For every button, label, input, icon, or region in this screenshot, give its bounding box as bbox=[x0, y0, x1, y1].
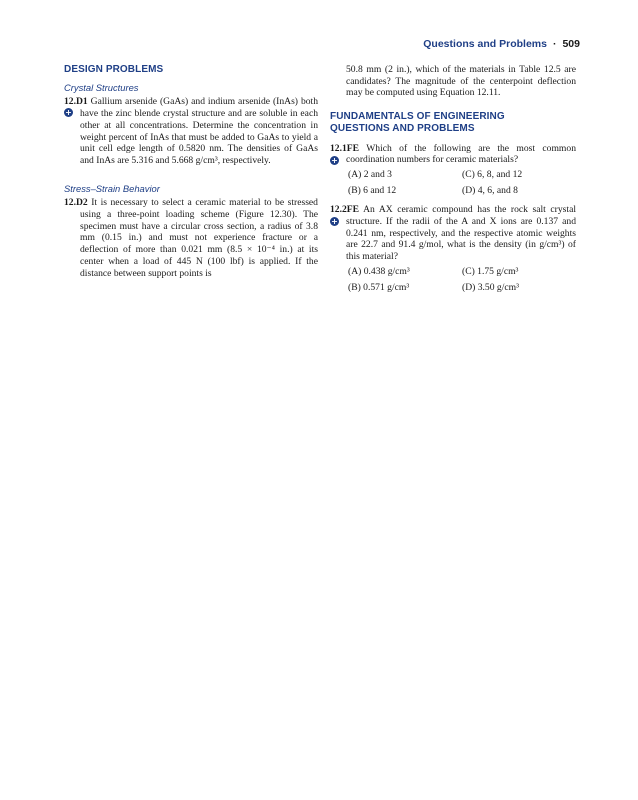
header-section-title: Questions and Problems bbox=[423, 38, 547, 50]
problem-text: It is necessary to select a ceramic material to be stressed using a three-point loading scheme (Figure 12.30). The specimen must have a circular cross section, a radius of 3.8 mm (0.15 in.) and must not experience fracture or a deflection of more than 0.021 mm (8.5 × 10⁻⁴ in.) at its center when a load of 445 N (100 lbf) is applied. If the distance between support points is bbox=[80, 197, 318, 279]
plus-circle-icon[interactable]: + bbox=[65, 108, 72, 118]
answer-option: (A) 0.438 g/cm³ bbox=[348, 265, 410, 277]
problem-12-2fe bbox=[330, 204, 576, 263]
crystal-structures-subheading: Crystal Structures bbox=[64, 81, 139, 93]
answer-option: (D) 4, 6, and 8 bbox=[462, 184, 518, 196]
header-separator: · bbox=[552, 38, 557, 50]
right-column bbox=[330, 64, 576, 293]
answer-options bbox=[330, 169, 576, 196]
answer-option: (C) 1.75 g/cm³ bbox=[462, 265, 519, 277]
problem-12-1fe bbox=[330, 143, 576, 166]
stress-strain-subheading: Stress–Strain Behavior bbox=[64, 182, 160, 194]
answer-option: (A) 2 and 3 bbox=[348, 168, 392, 180]
problem-number: 12.D2 bbox=[64, 197, 88, 209]
answer-options bbox=[330, 266, 576, 293]
page-number: 509 bbox=[562, 38, 580, 50]
fundamentals-heading-line2: QUESTIONS AND PROBLEMS bbox=[330, 122, 475, 134]
problem-continuation bbox=[330, 64, 576, 99]
answer-option: (C) 6, 8, and 12 bbox=[462, 168, 523, 180]
problem-12-d1 bbox=[64, 96, 318, 166]
problem-number: 12.2FE bbox=[330, 204, 360, 216]
plus-circle-icon[interactable]: + bbox=[331, 155, 338, 165]
answer-option: (B) 6 and 12 bbox=[348, 184, 397, 196]
answer-option: (D) 3.50 g/cm³ bbox=[462, 281, 519, 293]
continuation-text: 50.8 mm (2 in.), which of the materials in Table 12.5 are candidates? The magnitude of the centerpoint deflection may be computed using Equation 12.11. bbox=[346, 64, 576, 99]
problem-text: Which of the following are the most common coordination numbers for ceramic materials? bbox=[346, 142, 576, 166]
answer-option: (B) 0.571 g/cm³ bbox=[348, 281, 410, 293]
running-header bbox=[423, 38, 580, 50]
problem-12-d2 bbox=[64, 197, 318, 279]
design-problems-heading: DESIGN PROBLEMS bbox=[64, 64, 164, 75]
problem-text: An AX ceramic compound has the rock salt crystal structure. If the radii of the A and X ions are 0.137 and 0.241 nm, respectively, and the respective atomic weights are 22.7 and 91.4 g/mol, what is the density (in g/cm³) of this material? bbox=[346, 204, 576, 263]
problem-number: 12.1FE bbox=[330, 142, 360, 154]
problem-text: Gallium arsenide (GaAs) and indium arsenide (InAs) both have the zinc blende crystal structure and are soluble in each other at all concentrations. Determine the concentration in weight percent of InAs that must be added to GaAs to yield a unit cell edge length of 0.5820 nm. The densities of GaAs and InAs are 5.316 and 5.668 g/cm³, respectively. bbox=[80, 96, 319, 166]
left-column bbox=[64, 64, 318, 279]
fundamentals-heading-line1: FUNDAMENTALS OF ENGINEERING bbox=[330, 111, 505, 123]
problem-number: 12.D1 bbox=[64, 96, 88, 108]
plus-circle-icon[interactable]: + bbox=[331, 217, 338, 227]
